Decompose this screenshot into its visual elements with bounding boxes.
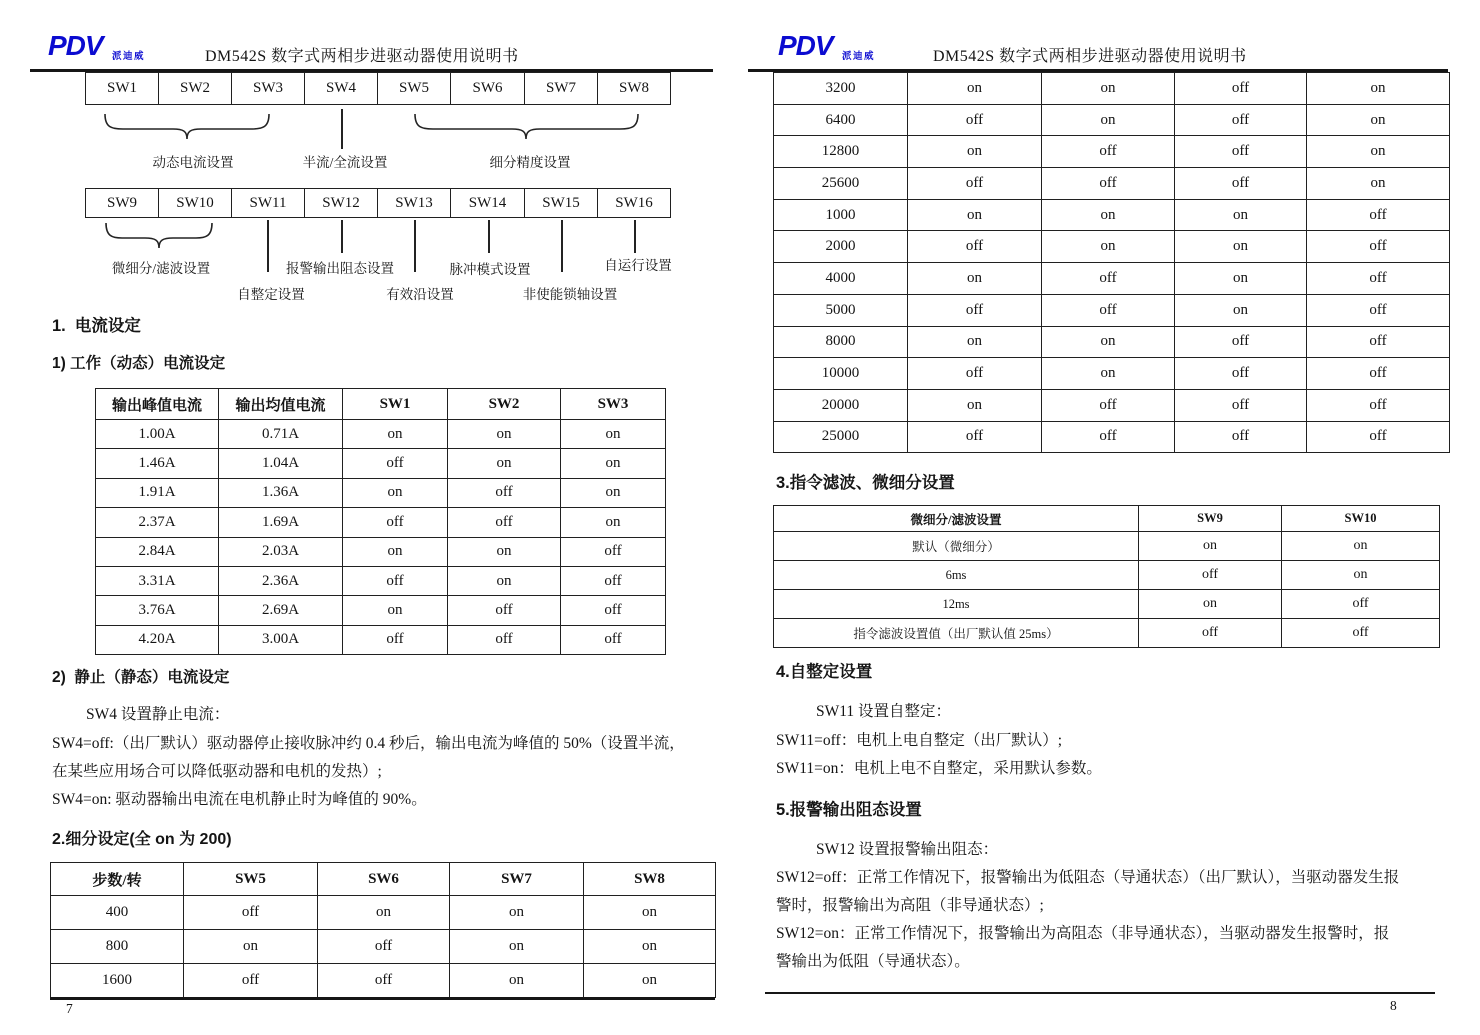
section1-subheading: 1) 工作（动态）电流设定 — [52, 355, 226, 372]
doc-title: DM542S 数字式两相步进驱动器使用说明书 — [933, 48, 1247, 65]
table-cell: on — [908, 389, 1042, 421]
table-cell: on — [343, 478, 448, 507]
table-cell: off — [184, 964, 318, 998]
table-header-cell: 输出峰值电流 — [96, 389, 219, 420]
table-cell: 12800 — [774, 136, 908, 168]
body-line: SW12 设置报警输出阻态： — [816, 841, 999, 858]
table-cell: 1.04A — [219, 449, 343, 478]
body-line: 警输出为低阻（导通状态）。 — [776, 953, 970, 970]
label-self-tuning: 自整定设置 — [237, 287, 305, 302]
table-cell: off — [318, 964, 450, 998]
table-cell: off — [1175, 168, 1307, 200]
section3-heading: 3.指令滤波、微细分设置 — [776, 474, 955, 492]
table-header-row — [774, 506, 1440, 532]
table-cell: off — [448, 596, 561, 625]
table-cell: SW15 — [525, 189, 598, 218]
table-cell: 3200 — [774, 73, 908, 105]
table-cell: SW2 — [159, 73, 232, 105]
table-cell: SW14 — [451, 189, 525, 218]
footer-rule — [765, 992, 1435, 994]
table-cell: on — [584, 896, 716, 930]
table-cell: on — [1139, 532, 1282, 561]
label-active-edge: 有效沿设置 — [386, 287, 454, 302]
table-cell: on — [1139, 590, 1282, 619]
table-row — [774, 136, 1450, 168]
body-line: 在某些应用场合可以降低驱动器和电机的发热）; — [52, 763, 382, 780]
table-row — [774, 532, 1440, 561]
pointer-line-sw15 — [561, 220, 563, 272]
table-cell: on — [1175, 294, 1307, 326]
table-cell: off — [1139, 619, 1282, 648]
table-cell: off — [561, 596, 666, 625]
pointer-line-sw14 — [488, 220, 490, 253]
table-cell: on — [1175, 199, 1307, 231]
table-row — [774, 619, 1440, 648]
section4-heading: 4.自整定设置 — [776, 663, 873, 681]
table-row — [774, 561, 1440, 590]
table-cell: 3.76A — [96, 596, 219, 625]
table-cell: on — [561, 449, 666, 478]
table-cell: 1.36A — [219, 478, 343, 507]
table-cell: SW4 — [305, 73, 378, 105]
table-row — [96, 449, 666, 478]
table-cell: SW6 — [451, 73, 525, 105]
table-cell: off — [1282, 619, 1440, 648]
section3-heading: 2.细分设定(全 on 为 200) — [52, 831, 232, 848]
table-cell: on — [448, 420, 561, 449]
table-row — [96, 566, 666, 595]
filter-table-body — [774, 532, 1440, 648]
table-cell: 1.91A — [96, 478, 219, 507]
table-row — [96, 478, 666, 507]
table-cell: on — [1307, 168, 1450, 200]
sw-strip-row — [86, 189, 671, 218]
label-microstep-filter: 微细分/滤波设置 — [111, 261, 211, 276]
table-cell: off — [1042, 136, 1175, 168]
table-cell: on — [1042, 231, 1175, 263]
table-cell: off — [1307, 326, 1450, 358]
table-header-cell: SW9 — [1139, 506, 1282, 532]
table-row — [774, 231, 1450, 263]
table-cell: off — [318, 930, 450, 964]
sw-strip-row — [86, 73, 671, 105]
table-cell: 1600 — [51, 964, 184, 998]
body-line: SW4=off:（出厂默认）驱动器停止接收脉冲约 0.4 秒后，输出电流为峰值的 50%（设置半流， — [52, 735, 685, 752]
table-header-cell: 输出均值电流 — [219, 389, 343, 420]
table-cell: off — [1175, 358, 1307, 390]
table-cell: off — [1042, 421, 1175, 453]
table-row — [51, 896, 716, 930]
table-header-row — [96, 389, 666, 420]
table-cell: 2.84A — [96, 537, 219, 566]
table-cell: 800 — [51, 930, 184, 964]
table-cell: off — [343, 566, 448, 595]
table-cell: 默认（微细分） — [774, 532, 1139, 561]
body-line: SW4 设置静止电流： — [86, 706, 230, 723]
table-cell: off — [908, 104, 1042, 136]
table-row — [774, 168, 1450, 200]
table-cell: on — [1282, 532, 1440, 561]
table-cell: 5000 — [774, 294, 908, 326]
table-cell: SW1 — [86, 73, 159, 105]
table-cell: off — [561, 566, 666, 595]
table-cell: off — [448, 508, 561, 537]
table-row — [774, 389, 1450, 421]
pointer-line-sw4 — [341, 109, 343, 149]
table-header-cell: SW6 — [318, 863, 450, 896]
microstep-table-body — [51, 896, 716, 998]
table-cell: off — [1307, 231, 1450, 263]
table-cell: off — [1042, 294, 1175, 326]
section1-heading: 1. 电流设定 — [52, 317, 141, 335]
table-cell: on — [908, 263, 1042, 295]
table-cell: on — [1175, 263, 1307, 295]
table-cell: off — [908, 231, 1042, 263]
table-cell: off — [1307, 263, 1450, 295]
section2-heading: 2) 静止（静态）电流设定 — [52, 669, 230, 686]
sw9-16-strip — [85, 188, 671, 218]
table-cell: on — [908, 73, 1042, 105]
table-cell: off — [561, 537, 666, 566]
pdv-logo-subtext: 派迪威 — [842, 51, 876, 62]
table-cell: 1.00A — [96, 420, 219, 449]
table-cell: on — [561, 508, 666, 537]
table-cell: 12ms — [774, 590, 1139, 619]
table-header-cell: SW1 — [343, 389, 448, 420]
table-cell: on — [450, 896, 584, 930]
table-cell: 1000 — [774, 199, 908, 231]
table-row — [774, 358, 1450, 390]
brace-sw5-sw8 — [413, 112, 640, 142]
table-cell: SW5 — [378, 73, 451, 105]
table-cell: on — [1307, 104, 1450, 136]
table-row — [774, 590, 1440, 619]
table-header-row — [51, 863, 716, 896]
sw1-8-strip — [85, 72, 671, 105]
table-cell: on — [561, 420, 666, 449]
table-cell: 4.20A — [96, 625, 219, 654]
table-cell: on — [343, 420, 448, 449]
table-cell: 2000 — [774, 231, 908, 263]
table-row — [96, 508, 666, 537]
table-row — [96, 420, 666, 449]
label-microstep-precision: 细分精度设置 — [489, 155, 571, 170]
brace-sw9-sw10 — [104, 221, 214, 251]
table-cell: off — [1042, 168, 1175, 200]
table-cell: 1.69A — [219, 508, 343, 537]
table-cell: on — [448, 537, 561, 566]
table-cell: on — [450, 964, 584, 998]
body-line: SW11 设置自整定： — [816, 703, 952, 720]
body-line: SW11=on：电机上电不自整定，采用默认参数。 — [776, 760, 1102, 777]
label-self-run: 自运行设置 — [604, 258, 672, 273]
table-row — [774, 326, 1450, 358]
table-header-cell: 微细分/滤波设置 — [774, 506, 1139, 532]
pointer-line-sw16 — [634, 220, 636, 253]
table-row — [96, 596, 666, 625]
table-cell: on — [1307, 73, 1450, 105]
table-cell: off — [1307, 421, 1450, 453]
table-cell: 4000 — [774, 263, 908, 295]
table-cell: off — [1175, 73, 1307, 105]
table-cell: 3.00A — [219, 625, 343, 654]
table-header-cell: SW5 — [184, 863, 318, 896]
table-cell: on — [1307, 136, 1450, 168]
doc-title: DM542S 数字式两相步进驱动器使用说明书 — [205, 48, 519, 65]
table-cell: off — [1139, 561, 1282, 590]
table-cell: off — [1282, 590, 1440, 619]
table-header-cell: 步数/转 — [51, 863, 184, 896]
table-cell: 6ms — [774, 561, 1139, 590]
table-cell: off — [343, 508, 448, 537]
table-row — [774, 294, 1450, 326]
table-cell: 25000 — [774, 421, 908, 453]
table-row — [96, 537, 666, 566]
table-cell: 指令滤波设置值（出厂默认值 25ms） — [774, 619, 1139, 648]
table-cell: off — [908, 294, 1042, 326]
table-row — [96, 625, 666, 654]
table-cell: 2.36A — [219, 566, 343, 595]
table-cell: off — [343, 625, 448, 654]
table-cell: on — [584, 964, 716, 998]
table-cell: off — [908, 358, 1042, 390]
table-cell: off — [1175, 104, 1307, 136]
pdv-logo: PDV — [778, 30, 833, 61]
table-cell: on — [343, 537, 448, 566]
table-cell: on — [908, 326, 1042, 358]
table-cell: off — [1042, 389, 1175, 421]
table-cell: 10000 — [774, 358, 908, 390]
page-number: 7 — [66, 1001, 73, 1016]
table-cell: on — [448, 566, 561, 595]
table-cell: off — [448, 478, 561, 507]
filter-microstep-table — [773, 505, 1440, 648]
pdv-logo: PDV — [48, 30, 103, 61]
table-row — [774, 199, 1450, 231]
table-row — [51, 964, 716, 998]
table-cell: on — [318, 896, 450, 930]
table-row — [774, 73, 1450, 105]
microstep-table-continued — [773, 72, 1450, 453]
page-right — [740, 0, 1480, 1035]
table-cell: 8000 — [774, 326, 908, 358]
table-cell: on — [1175, 231, 1307, 263]
table-cell: 6400 — [774, 104, 908, 136]
table-cell: off — [448, 625, 561, 654]
table-cell: on — [450, 930, 584, 964]
pdv-logo-subtext: 派迪威 — [112, 51, 146, 62]
table-cell: on — [1042, 326, 1175, 358]
pointer-line-sw12 — [341, 220, 343, 253]
table-cell: on — [908, 199, 1042, 231]
table-cell: off — [1175, 326, 1307, 358]
label-half-full-current: 半流/全流设置 — [302, 155, 388, 170]
table-header-cell: SW3 — [561, 389, 666, 420]
table-cell: 0.71A — [219, 420, 343, 449]
table-cell: off — [1307, 294, 1450, 326]
table-cell: 3.31A — [96, 566, 219, 595]
label-disable-lock: 非使能锁轴设置 — [522, 287, 618, 302]
body-line: 警时，报警输出为高阻（非导通状态）; — [776, 897, 1044, 914]
table-cell: off — [1175, 421, 1307, 453]
table-cell: on — [584, 930, 716, 964]
current-setting-table — [95, 388, 666, 655]
table-cell: off — [1175, 389, 1307, 421]
table-cell: SW11 — [232, 189, 305, 218]
table-cell: off — [561, 625, 666, 654]
table-cell: on — [1042, 358, 1175, 390]
table-cell: on — [184, 930, 318, 964]
table-header-cell: SW8 — [584, 863, 716, 896]
table-cell: on — [1282, 561, 1440, 590]
table-cell: SW16 — [598, 189, 671, 218]
table-cell: off — [184, 896, 318, 930]
table-cell: off — [1042, 263, 1175, 295]
current-setting-table-body — [96, 420, 666, 655]
table-cell: SW13 — [378, 189, 451, 218]
table-cell: 20000 — [774, 389, 908, 421]
microstep-table — [50, 862, 716, 998]
table-cell: 2.69A — [219, 596, 343, 625]
footer-rule — [50, 997, 715, 1000]
table-cell: 400 — [51, 896, 184, 930]
table-cell: on — [343, 596, 448, 625]
table-cell: 2.03A — [219, 537, 343, 566]
table-cell: on — [1042, 104, 1175, 136]
label-pulse-mode: 脉冲模式设置 — [449, 262, 531, 277]
table-cell: on — [561, 478, 666, 507]
table-cell: SW3 — [232, 73, 305, 105]
table-row — [774, 263, 1450, 295]
body-line: SW12=off：正常工作情况下，报警输出为低阻态（导通状态）（出厂默认），当驱动器发生报 — [776, 869, 1400, 886]
brace-sw1-sw3 — [103, 112, 271, 142]
table-cell: 2.37A — [96, 508, 219, 537]
table-cell: off — [1307, 358, 1450, 390]
label-dynamic-current: 动态电流设置 — [152, 155, 234, 170]
table-cell: on — [908, 136, 1042, 168]
table-cell: 25600 — [774, 168, 908, 200]
table-cell: off — [1307, 389, 1450, 421]
table-cell: SW8 — [598, 73, 671, 105]
page-number: 8 — [1390, 998, 1397, 1013]
table-header-cell: SW10 — [1282, 506, 1440, 532]
table-cell: SW10 — [159, 189, 232, 218]
table-cell: off — [908, 421, 1042, 453]
table-cell: SW9 — [86, 189, 159, 218]
table-cell: off — [908, 168, 1042, 200]
label-alarm-output: 报警输出阻态设置 — [286, 261, 394, 276]
microstep-continued-body — [774, 73, 1450, 453]
table-cell: off — [1307, 199, 1450, 231]
table-header-cell: SW7 — [450, 863, 584, 896]
table-row — [774, 104, 1450, 136]
body-line: SW11=off：电机上电自整定（出厂默认）; — [776, 732, 1063, 749]
table-cell: on — [1042, 199, 1175, 231]
table-header-cell: SW2 — [448, 389, 561, 420]
table-cell: on — [448, 449, 561, 478]
table-cell: SW7 — [525, 73, 598, 105]
table-cell: on — [1042, 73, 1175, 105]
table-cell: off — [343, 449, 448, 478]
table-row — [774, 421, 1450, 453]
body-line: SW4=on: 驱动器输出电流在电机静止时为峰值的 90%。 — [52, 791, 427, 808]
table-cell: SW12 — [305, 189, 378, 218]
section5-heading: 5.报警输出阻态设置 — [776, 801, 922, 819]
table-row — [51, 930, 716, 964]
body-line: SW12=on：正常工作情况下，报警输出为高阻态（非导通状态），当驱动器发生报警时，报 — [776, 925, 1390, 942]
table-cell: 1.46A — [96, 449, 219, 478]
table-cell: off — [1175, 136, 1307, 168]
